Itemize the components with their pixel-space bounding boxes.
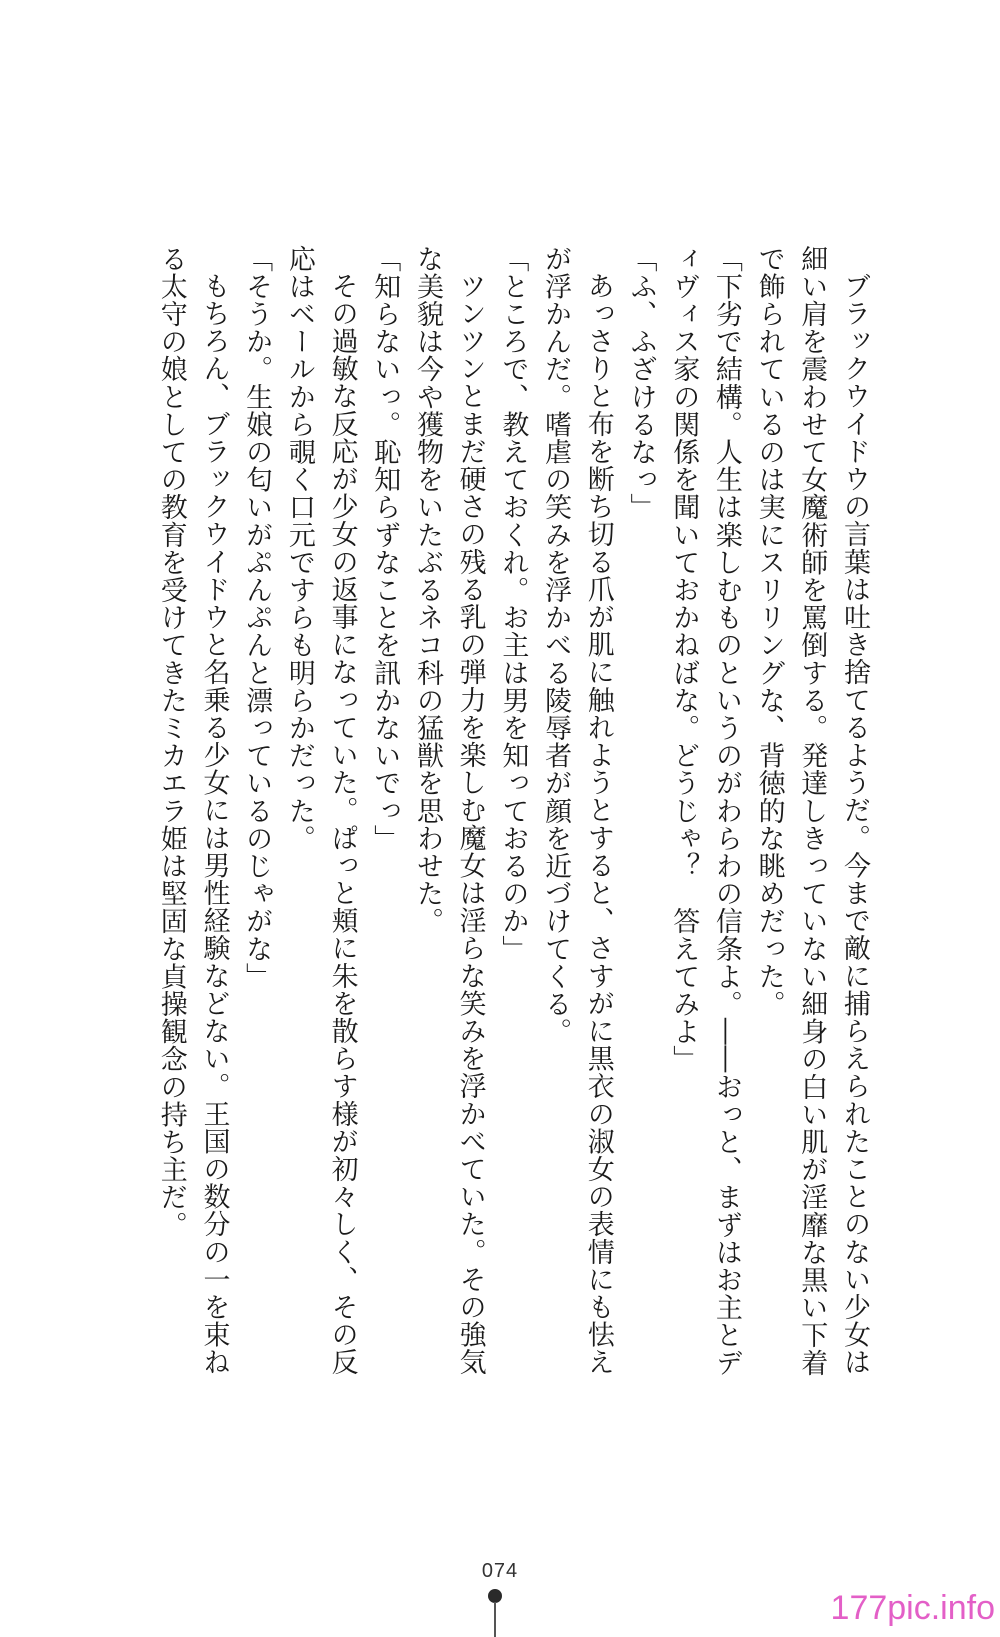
paragraph: ブラックウイドウの言葉は吐き捨てるようだ。今まで敵に捕らえられたことのない少女は細い肩を震わせて女魔術師を罵倒する。発達しきっていない細身の白い肌が淫靡な黒い下着で飾られているのは実にスリリングな、背徳的な眺めだった。	[753, 245, 870, 1377]
dialogue-line: 「ふ、ふざけるなっ」	[625, 245, 657, 521]
watermark-link[interactable]: 177pic.info	[795, 1585, 995, 1631]
dialogue-line: 「そうか。生娘の匂いがぷんぷんと漂っているのじゃがな」	[241, 245, 273, 991]
paragraph: その過敏な反応が少女の返事になっていた。ぱっと頬に朱を散らす様が初々しく、その反応はベールから覗く口元ですらも明らかだった。	[283, 245, 358, 1376]
paragraph: ツンツンとまだ硬さの残る乳の弾力を楽しむ魔女は淫らな笑みを浮かべていた。その強気な美貌は今や獲物をいたぶるネコ科の猛獣を思わせた。	[411, 245, 486, 1376]
vertical-text-body	[130, 245, 875, 1380]
dialogue-line: 「ところで、教えておくれ。お主は男を知っておるのか」	[497, 245, 529, 963]
paragraph: もちろん、ブラックウイドウと名乗る少女には男性経験などない。王国の数分の一を束ねる太守の娘としての教育を受けてきたミカエラ姫は堅固な貞操観念の持ち主だ。	[155, 245, 230, 1376]
paragraph: あっさりと布を断ち切る爪が肌に触れようとすると、さすがに黒衣の淑女の表情にも怯えが浮かんだ。嗜虐の笑みを浮かべる陵辱者が顔を近づけてくる。	[540, 245, 614, 1376]
page-marker-dot-icon	[488, 1589, 502, 1603]
page-marker-line	[494, 1602, 496, 1637]
dialogue-line: 「知らないっ。恥知らずなことを訊かないでっ」	[369, 245, 401, 853]
dialogue-line: 「下劣で結構。人生は楽しむものというのがわらわの信条よ。――おっと、まずはお主とディヴィス家の関係を聞いておかねばな。どうじゃ？ 答えてみよ」	[668, 245, 742, 1377]
page-number: 074	[481, 1560, 519, 1582]
